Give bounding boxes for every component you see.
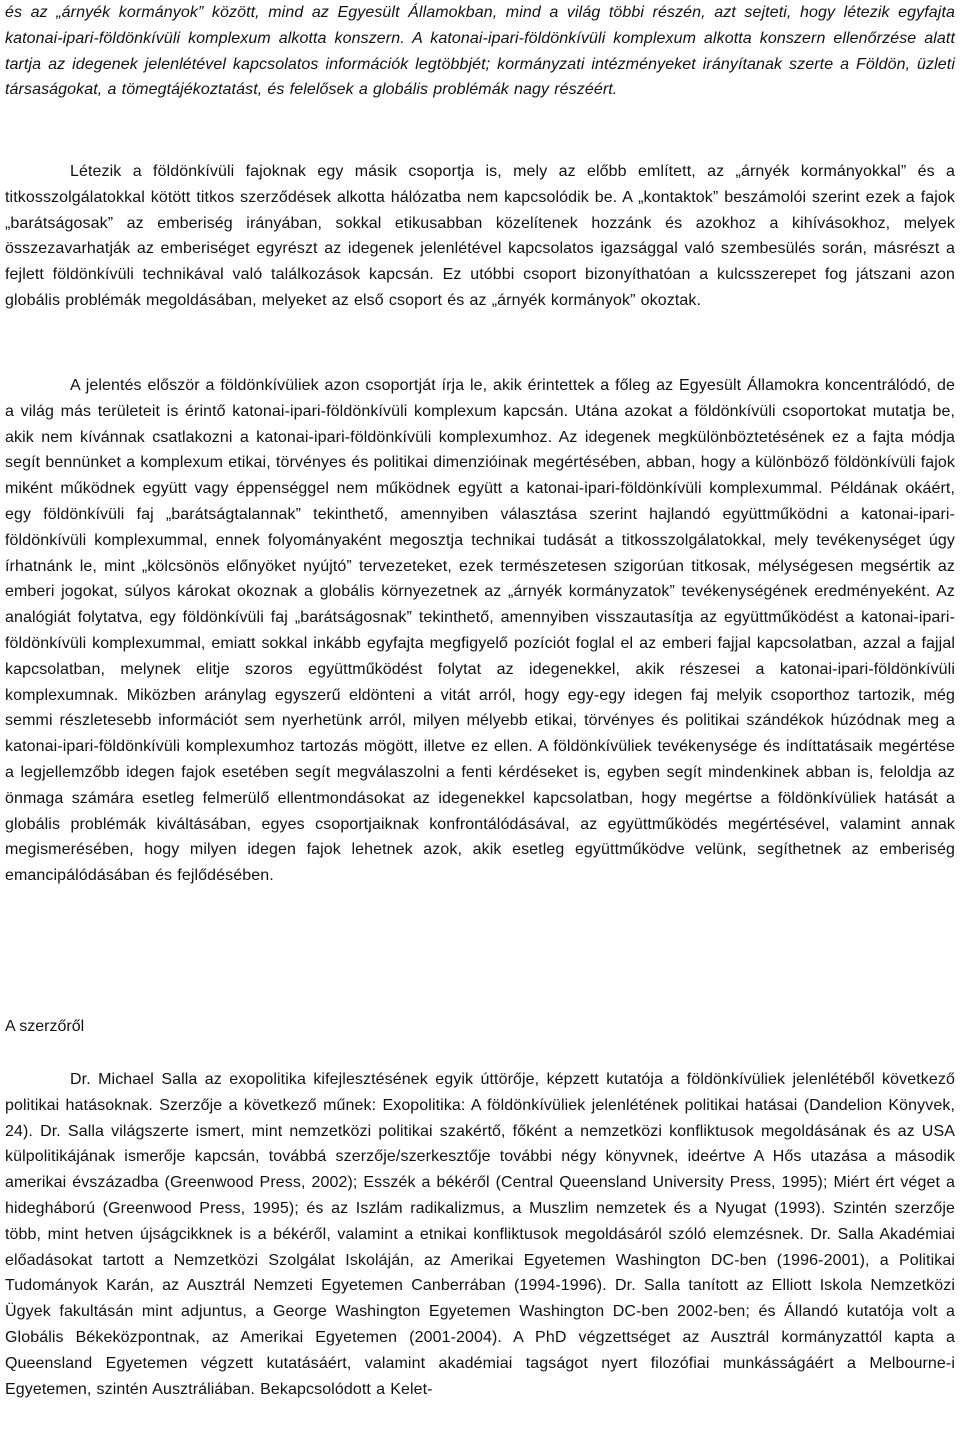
body-paragraph: A jelentés először a földönkívüliek azon csoportját írja le, akik érintettek a főleg az Egyesült Államokra koncentrálódó, de a világ más területeit is érintő katonai-ipari-földönkívüli komplexum kapcsán. Utána azokat a földönkívüli csoportokat mutatja be, akik nem kívánnak csatlakozni a katonai-ipari-földönkívüli komplexumhoz. Az idegenek megkülönböztetésének ez a fajta módja segít bennünket a komplexum etikai, törvényes és politikai dimenzióinak megértésében, abban, hogy a különböző földönkívüli fajok miként működnek együtt vagy éppenséggel nem működnek együtt a katonai-ipari-földönkívüli komplexummal. Példának okáért, egy földönkívüli faj „barátságtalannak” tekinthető, amennyiben választása szerint hajlandó együttműködni a katonai-ipari-földönkívüli komplexummal, ennek folyományaként megosztja technikai tudását a titkosszolgálatokkal, mely tevékenységet úgy írhatnánk le, mint „kölcsönös előnyöket nyújtó” tervezeteket, ezek természetesen szigorúan titkosak, mélységesen megsértik az emberi jogokat, súlyos károkat okoznak a globális környezetnek az „árnyék kormányzatok” tevékenységének eredményeként. Az analógiát folytatva, egy földönkívüli faj „barátságosnak” tekinthető, amennyiben visszautasítja az együttműködést a katonai-ipari-földönkívüli komplexummal, emiatt sokkal inkább egyfajta megfigyelő pozíciót foglal el az emberi fajjal kapcsolatban, azzal a fajjal kapcsolatban, melynek elitje szoros együttműködést folytat az idegenekkel, akik részesei a katonai-ipari-földönkívüli komplexumnak. Miközben aránylag egyszerű eldönteni a vitát arról, hogy egy-egy idegen faj melyik csoporthoz tartozik, még semmi részletesebb információt sem nyerhetünk arról, milyen mélyebb etikai, törvényes és politikai szándékok húzódnak meg a katonai-ipari-földönkívüli komplexumhoz tartozás mögött, illetve ez ellen. A földönkívüliek tevékenysége és indíttatásaik megértése a legjellemzőbb idegen fajok esetében segít megválaszolni a fenti kérdéseket is, egyben segít mindenkinek abban is, feloldja az önmaga számára esetleg felmerülő ellentmondásokat az idegenekkel kapcsolatban, hogy megértse a földönkívüliek hatását a globális problémák kiváltásában, egyes csoportjaiknak konfrontálódásával, az együttműködés megértésével, valamint annak megismerésében, hogy milyen idegen fajok lehetnek azok, akik esetleg együttműködve velünk, segíthetnek az emberiség emancipálódásában és fejlődésében. (5, 377, 955, 885)
author-bio-paragraph: Dr. Michael Salla az exopolitika kifejlesztésének egyik úttörője, képzett kutatója a földönkívüliek jelenlétéből következő politikai hatásoknak. Szerzője a következő műnek: Exopolitika: A földönkívüliek jelenlétének politikai hatásai (Dandelion Könyvek, 24). Dr. Salla világszerte ismert, mint nemzetközi politikai szakértő, főként a nemzetközi konfliktusok megoldásának és az USA külpolitikájának ismerője kapcsán, továbbá szerzője/szerkesztője további négy könyvnek, ideértve A Hős utazása a második amerikai évszázadba (Greenwood Press, 2002); Esszék a békéről (Central Queensland University Press, 1995); Miért ért véget a hidegháború (Greenwood Press, 1995); és az Iszlám radikalizmus, a Muszlim nemzetek és a Nyugat (1993). Szintén szerzője több, mint hetven újságcikknek is a békéről, valamint a etnikai konfliktusok megoldásáról szóló elemzésnek. Dr. Salla Akadémiai előadásokat tartott a Nemzetközi Szolgálat Iskoláján, az Amerikai Egyetemen Washington DC-ben (1996-2001), a Politikai Tudományok Karán, az Ausztrál Nemzeti Egyetemen Canberrában (1994-1996). Dr. Salla tanított az Elliott Iskola Nemzetközi Ügyek fakultásán mint adjuntus, a George Washington Egyetemen Washington DC-ben 2002-ben; és Állandó kutatója volt a Globális Békeközpontnak, az Amerikai Egyetemen (2001-2004). A PhD végzettséget az Ausztrál kormányzattól kapta a Queensland Egyetemen végzett kutatásáért, valamint akadémiai tagságot nyert filozófiai munkásságáért a Melbourne-i Egyetemen, szintén Ausztráliában. Bekapcsolódott a Kelet- (5, 1071, 955, 1398)
section-heading: A szerzőről (5, 1018, 85, 1035)
body-paragraph: és az „árnyék kormányok” között, mind az Egyesült Államokban, mind a világ többi részén, azt sejteti, hogy létezik egyfajta katonai-ipari-földönkívüli komplexum alkotta konszern. A katonai-ipari-földönkívüli komplexum alkotta konszern ellenőrzése alatt tartja az idegenek jelenlétével kapcsolatos információk legtöbbjét; kormányzati intézményeket irányítanak szerte a Földön, üzleti társaságokat, a tömegtájékoztatást, és felelősek a globális problémák nagy részéért. (5, 4, 955, 99)
body-paragraph: Létezik a földönkívüli fajoknak egy másik csoportja is, mely az előbb említett, az „árnyék kormányokkal” és a titkosszolgálatokkal kötött titkos szerződések alkotta hálózatba nem kapcsolódik be. A „kontaktok” beszámolói szerint ezek a fajok „barátságosak” az emberiség irányában, sokkal etikusabban közelítenek hozzánk és azokhoz a kihívásokhoz, melyek összezavarhatják az emberiséget egyrészt az idegenek jelenlétével kapcsolatos igazsággal való szembesülés során, másrészt a fejlett földönkívüli technikával való találkozások kapcsán. Ez utóbbi csoport bizonyíthatóan a kulcsszerepet fog játszani azon globális problémák megoldásában, melyeket az első csoport és az „árnyék kormányok” okoztak. (5, 163, 955, 309)
